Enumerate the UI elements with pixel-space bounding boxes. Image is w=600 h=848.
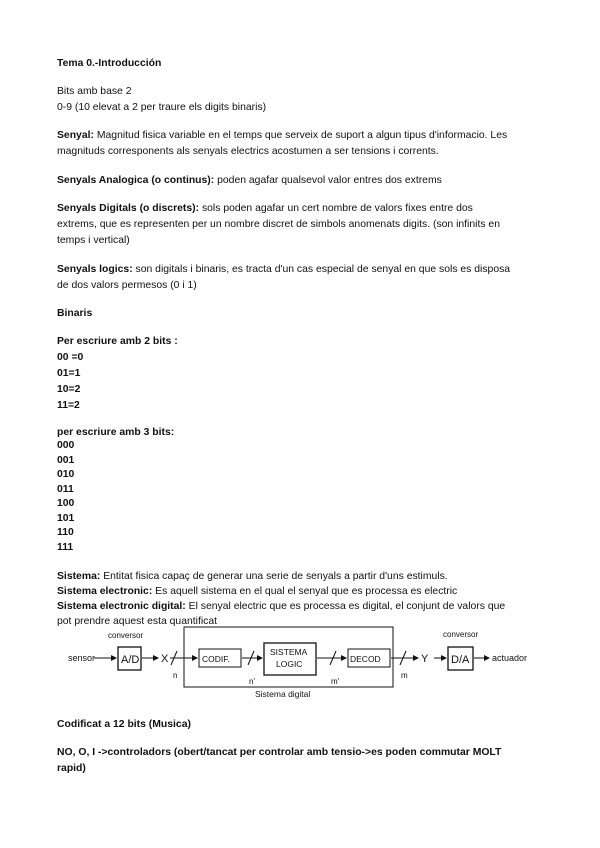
three-bits-item: 110 (57, 527, 74, 538)
digitals-definition-cont: extrems, que es representen per un nombre discret de simbols anomenats digits. (son infinits en (57, 219, 500, 230)
svg-text:Y: Y (421, 653, 429, 665)
three-bits-item: 010 (57, 469, 75, 480)
codificat-line: Codificat a 12 bits (Musica) (57, 719, 191, 730)
svg-text:DECOD: DECOD (350, 654, 381, 664)
svg-text:conversor: conversor (108, 631, 144, 640)
two-bits-item: 00 =0 (57, 352, 84, 363)
three-bits-heading: per escriure amb 3 bits: (57, 427, 175, 438)
three-bits-item: 000 (57, 440, 75, 451)
doc-title: Tema 0.-Introducción (57, 58, 162, 69)
svg-text:m': m' (331, 677, 340, 686)
digitals-definition-cont: temps i vertical) (57, 235, 130, 246)
sistema-definition: Sistema: Entitat fisica capaç de generar una serie de senyals a partir d'uns estimuls. (57, 571, 448, 582)
two-bits-item: 01=1 (57, 368, 81, 379)
svg-text:X: X (161, 653, 169, 665)
logics-definition: Senyals logics: son digitals i binaris, es tracta d'un cas especial de senyal en que sols es disposa (57, 264, 511, 275)
svg-text:Sistema digital: Sistema digital (255, 689, 311, 699)
svg-text:CODIF.: CODIF. (202, 654, 230, 664)
binaris-heading: Binaris (57, 308, 93, 319)
senyal-definition-cont: magnituds corresponents als senyals electrics acostumen a ser tensions i corrents. (57, 146, 439, 157)
sistema-electronic-definition: Sistema electronic: Es aquell sistema en el qual el senyal que es processa es electric (57, 586, 458, 597)
three-bits-item: 100 (57, 498, 75, 509)
two-bits-item: 10=2 (57, 384, 81, 395)
digitals-definition: Senyals Digitals (o discrets): sols poden agafar un cert nombre de valors fixes entre dos (57, 203, 473, 214)
controladors-line: NO, O, I ->controladors (obert/tancat per controlar amb tensio->es poden commutar MOLT (57, 747, 502, 758)
intro-line: 0-9 (10 elevat a 2 per traure els digits binaris) (57, 102, 267, 113)
three-bits-item: 011 (57, 483, 74, 495)
sistema-digital-definition: Sistema electronic digital: El senyal electric que es processa es digital, el conjunt de valors que (57, 601, 506, 612)
svg-text:actuador: actuador (492, 653, 528, 663)
svg-text:n: n (173, 671, 178, 680)
intro-line: Bits amb base 2 (57, 86, 132, 97)
senyal-definition: Senyal: Magnitud fisica variable en el temps que serveix de suport a algun tipus d'informacio. Les (57, 130, 508, 141)
svg-text:sensor: sensor (68, 653, 96, 663)
two-bits-heading: Per escriure amb 2 bits : (57, 336, 178, 347)
analogica-definition: Senyals Analogica (o continus): poden agafar qualsevol valor entres dos extrems (57, 175, 442, 186)
two-bits-item: 11=2 (57, 400, 80, 411)
controladors-line-cont: rapid) (57, 763, 86, 774)
svg-text:D/A: D/A (451, 654, 470, 666)
svg-text:LOGIC: LOGIC (276, 659, 303, 669)
logics-definition-cont: de dos valors permesos (0 i 1) (57, 280, 197, 291)
three-bits-item: 101 (57, 512, 75, 524)
three-bits-item: 001 (57, 454, 75, 466)
sistema-digital-definition-cont: pot prendre aquest esta quantificat (57, 616, 218, 627)
svg-text:n': n' (249, 677, 255, 686)
three-bits-item: 111 (57, 541, 74, 553)
svg-text:A/D: A/D (121, 654, 140, 666)
svg-text:m: m (401, 671, 408, 680)
svg-text:SISTEMA: SISTEMA (270, 647, 308, 657)
svg-text:conversor: conversor (443, 630, 479, 639)
